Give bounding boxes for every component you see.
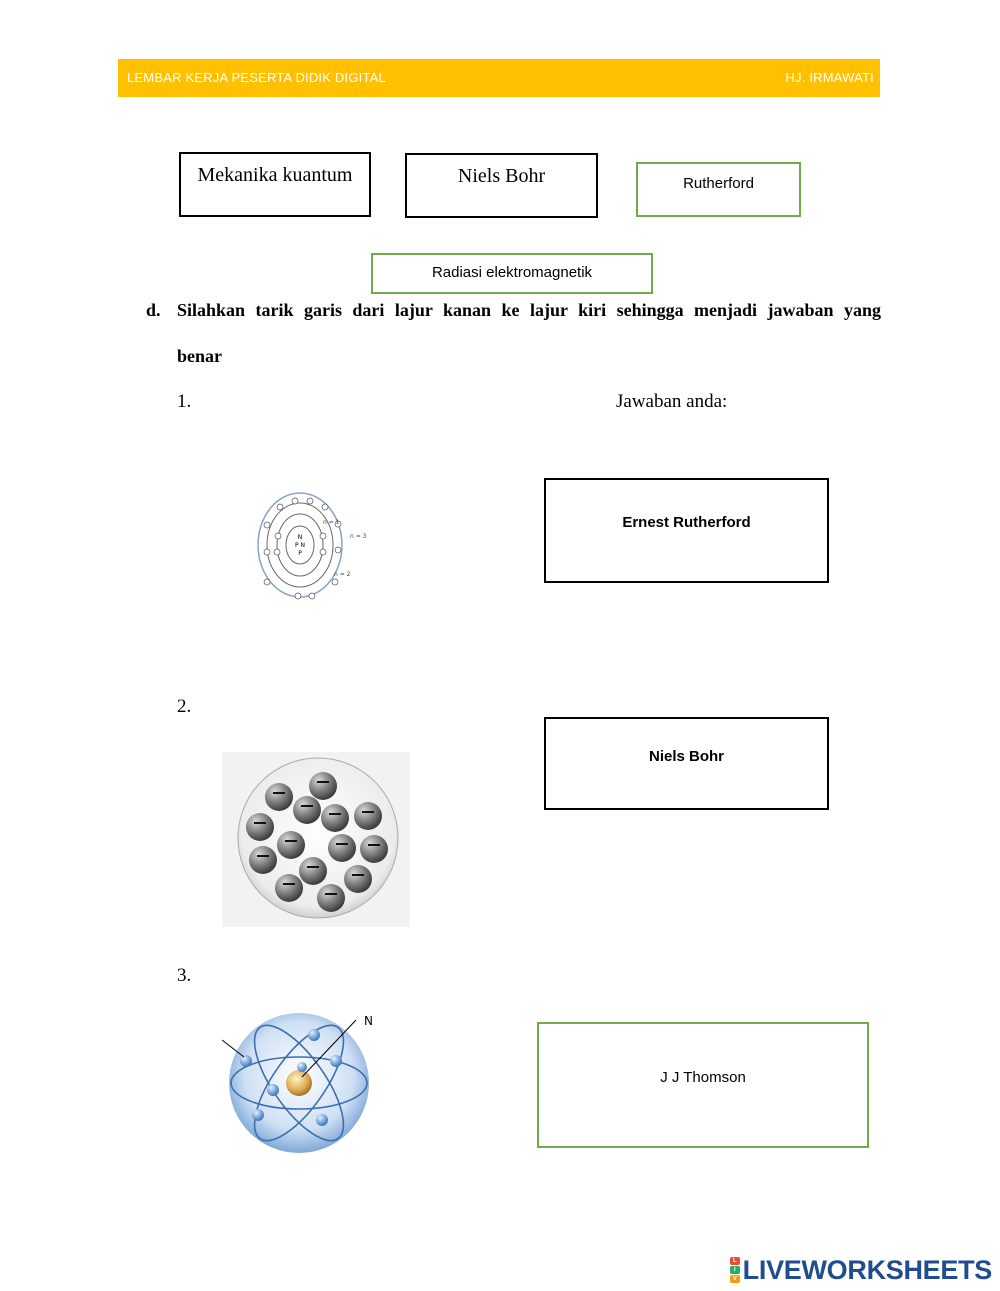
instruction-line2: benar bbox=[177, 346, 222, 366]
atom-orbit-model bbox=[222, 1005, 382, 1160]
header-bar bbox=[118, 59, 880, 97]
svg-text:N: N bbox=[297, 534, 303, 541]
answer-box-1[interactable] bbox=[544, 478, 829, 583]
svg-text:n = 1: n = 1 bbox=[323, 519, 340, 526]
svg-text:n = 3: n = 3 bbox=[350, 533, 367, 540]
answer-box-3[interactable] bbox=[537, 1022, 869, 1148]
svg-text:N: N bbox=[364, 1014, 373, 1028]
instruction-line1: Silahkan tarik garis dari lajur kanan ke lajur kiri sehingga menjadi jawaban yang bbox=[177, 300, 881, 320]
header-author: HJ. IRMAWATI bbox=[785, 70, 874, 85]
word-bank-item-mekanika[interactable] bbox=[179, 152, 371, 217]
answer-text: Ernest Rutherford bbox=[622, 514, 751, 531]
word-bank-item-niels-bohr[interactable] bbox=[405, 153, 598, 218]
header-title: LEMBAR KERJA PESERTA DIDIK DIGITAL bbox=[127, 70, 386, 85]
answer-text: J J Thomson bbox=[660, 1069, 746, 1086]
liveworksheets-logo[interactable] bbox=[730, 1255, 992, 1285]
svg-text:P: P bbox=[298, 550, 302, 557]
word-bank-item-radiasi[interactable] bbox=[371, 253, 653, 294]
question-number: 2. bbox=[177, 696, 192, 717]
instruction-letter: d. bbox=[146, 300, 161, 320]
liveworksheets-icon: L I V bbox=[730, 1257, 740, 1283]
question-number: 1. bbox=[177, 391, 192, 412]
plum-pudding-model bbox=[222, 752, 410, 927]
answer-box-2[interactable] bbox=[544, 717, 829, 810]
word-bank-item-rutherford[interactable] bbox=[636, 162, 801, 217]
question-number: 3. bbox=[177, 965, 192, 986]
word-bank-label: Rutherford bbox=[683, 175, 754, 192]
answer-text: Niels Bohr bbox=[648, 748, 724, 765]
svg-text:P N: P N bbox=[294, 542, 306, 549]
bohr-model-diagram bbox=[250, 490, 370, 610]
svg-text:n = 2: n = 2 bbox=[334, 571, 351, 578]
word-bank-label: Niels Bohr bbox=[457, 165, 546, 187]
word-bank-label: Radiasi elektromagnetik bbox=[431, 264, 593, 281]
brand-name: LIVEWORKSHEETS bbox=[742, 1254, 992, 1285]
word-bank-label: Mekanika kuantum bbox=[197, 164, 353, 186]
answer-heading: Jawaban anda: bbox=[616, 391, 728, 412]
